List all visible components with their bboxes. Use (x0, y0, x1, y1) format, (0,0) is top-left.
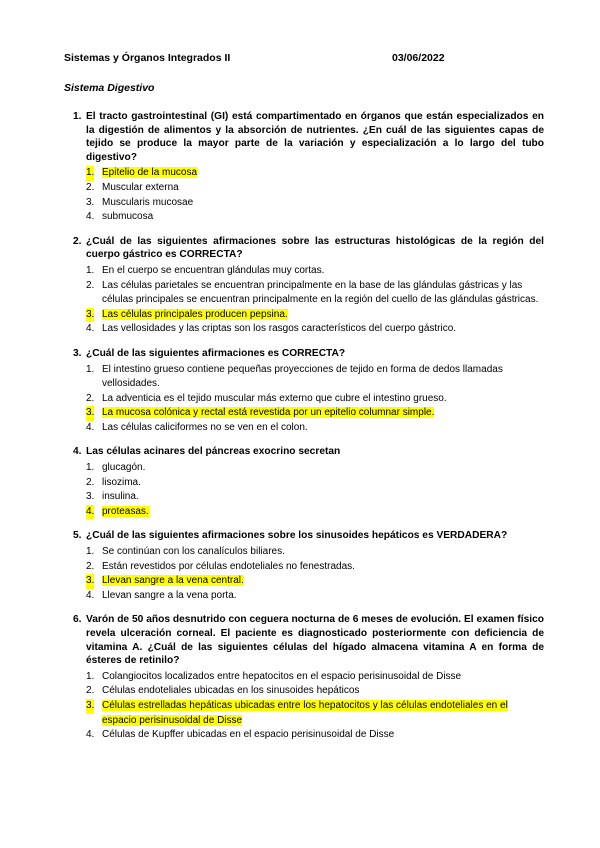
question-number: 4. (73, 446, 82, 458)
option-list (64, 670, 544, 743)
option-list (64, 264, 544, 337)
question-stem (64, 347, 544, 361)
option-text: lisozima. (102, 476, 141, 488)
question-stem (64, 613, 544, 667)
question-5 (64, 529, 544, 603)
question-6 (64, 613, 544, 742)
option-number: 1. (86, 462, 95, 474)
option-4 (64, 421, 544, 436)
section-subtitle: Sistema Digestivo (64, 82, 155, 94)
option-1 (64, 264, 544, 279)
question-text: Varón de 50 años desnutrido con ceguera nocturna de 6 meses de evolución. El examen físico revela ulceración corneal. El paciente es diagnosticado posteriormente con deficiencia de vitamina A. ¿Cuál de las siguientes células del hígado almacena vitamina A en forma de ésteres de retinilo? (86, 614, 544, 667)
option-number: 4. (86, 729, 95, 741)
question-stem (64, 529, 544, 543)
highlighted-answer: Células estrelladas hepáticas ubicadas entre los hepatocitos y las células endoteliales en el espacio perisinusoidal de Disse (102, 699, 508, 726)
option-text: Muscularis mucosae (102, 196, 194, 208)
course-title: Sistemas y Órganos Integrados II (64, 52, 231, 64)
option-text: Células de Kupffer ubicadas en el espacio perisinusoidal de Disse (102, 729, 395, 741)
option-text: Las vellosidades y las criptas son los rasgos característicos del cuerpo gástrico. (102, 323, 457, 335)
option-2 (64, 560, 544, 575)
option-3 (64, 574, 544, 589)
option-number: 2. (86, 181, 95, 193)
question-3 (64, 347, 544, 436)
option-text: glucagón. (102, 462, 146, 474)
option-number: 1. (86, 166, 94, 181)
question-list (64, 110, 544, 753)
option-3 (64, 699, 544, 728)
option-number: 4. (86, 505, 94, 520)
highlighted-answer: Llevan sangre a la vena central. (102, 575, 244, 587)
option-number: 4. (86, 421, 95, 433)
option-4 (64, 728, 544, 743)
option-number: 2. (86, 392, 95, 404)
question-text: ¿Cuál de las siguientes afirmaciones es CORRECTA? (86, 347, 346, 359)
option-1 (64, 670, 544, 685)
option-2 (64, 279, 544, 308)
question-4 (64, 445, 544, 519)
option-number: 4. (86, 211, 95, 223)
option-number: 3. (86, 308, 94, 323)
option-list (64, 461, 544, 519)
option-1 (64, 363, 544, 392)
option-number: 4. (86, 589, 95, 601)
option-text: insulina. (102, 491, 139, 503)
option-number: 3. (86, 574, 94, 589)
option-list (64, 545, 544, 603)
option-number: 2. (86, 279, 95, 291)
highlighted-answer: Epitelio de la mucosa (102, 167, 198, 179)
question-number: 5. (73, 530, 82, 542)
question-number: 3. (73, 347, 82, 359)
question-text: ¿Cuál de las siguientes afirmaciones sobre los sinusoides hepáticos es VERDADERA? (86, 530, 508, 542)
option-number: 3. (86, 491, 95, 503)
document-date: 03/06/2022 (392, 52, 445, 64)
option-number: 1. (86, 670, 95, 682)
question-stem (64, 235, 544, 262)
option-number: 3. (86, 196, 95, 208)
option-1 (64, 166, 544, 181)
option-4 (64, 210, 544, 225)
option-3 (64, 308, 544, 323)
option-text: En el cuerpo se encuentran glándulas muy cortas. (102, 264, 325, 276)
option-4 (64, 505, 544, 520)
option-number: 2. (86, 560, 95, 572)
option-text: La adventicia es el tejido muscular más externo que cubre el intestino grueso. (102, 392, 447, 404)
option-text: Células endoteliales ubicadas en los sinusoides hepáticos (102, 685, 360, 697)
highlighted-answer: Las células principales producen pepsina. (102, 308, 288, 320)
option-4 (64, 589, 544, 604)
option-number: 1. (86, 363, 95, 375)
option-number: 1. (86, 546, 95, 558)
option-text: Se continúan con los canalículos biliares. (102, 546, 285, 558)
option-3 (64, 196, 544, 211)
option-number: 2. (86, 476, 95, 488)
option-text: Las células caliciformes no se ven en el colon. (102, 421, 308, 433)
option-text: Muscular externa (102, 181, 179, 193)
question-number: 2. (73, 235, 82, 247)
option-number: 3. (86, 406, 94, 421)
option-text: submucosa (102, 211, 154, 223)
option-3 (64, 490, 544, 505)
option-number: 2. (86, 685, 95, 697)
option-1 (64, 545, 544, 560)
option-text: Colangiocitos localizados entre hepatocitos en el espacio perisinusoidal de Disse (102, 670, 462, 682)
question-number: 6. (73, 614, 82, 626)
document-header (64, 52, 534, 64)
option-number: 4. (86, 323, 95, 335)
question-text: El tracto gastrointestinal (GI) está compartimentado en órganos que están especializados en la digestión de alimentos y la absorción de nutrientes. ¿En cuál de las siguientes capas de tejido se produce la mayor parte de la variación y especialización a lo largo del tubo digestivo? (86, 111, 544, 163)
option-list (64, 363, 544, 436)
question-number: 1. (73, 111, 82, 122)
question-stem (64, 110, 544, 164)
question-1 (64, 110, 544, 225)
highlighted-answer: La mucosa colónica y rectal está revestida por un epitelio columnar simple. (102, 407, 435, 419)
option-2 (64, 181, 544, 196)
question-text: ¿Cuál de las siguientes afirmaciones sobre las estructuras histológicas de la región del cuerpo gástrico es CORRECTA? (86, 235, 544, 261)
option-number: 1. (86, 264, 95, 276)
option-2 (64, 476, 544, 491)
option-text: El intestino grueso contiene pequeñas proyecciones de tejido en forma de dedos llamadas vellosidades. (102, 363, 503, 390)
option-text: Llevan sangre a la vena porta. (102, 589, 237, 601)
option-1 (64, 461, 544, 476)
option-text: Las células parietales se encuentran principalmente en la base de las glándulas gástricas y las células principales se encuentran principalmente en la región del cuello de las glándulas gástricas. (102, 279, 539, 306)
question-text: Las células acinares del páncreas exocrino secretan (86, 446, 341, 458)
option-text: Están revestidos por células endoteliales no fenestradas. (102, 560, 355, 572)
option-2 (64, 392, 544, 407)
question-stem (64, 445, 544, 459)
option-4 (64, 322, 544, 337)
option-list (64, 166, 544, 224)
option-number: 3. (86, 699, 94, 714)
question-2 (64, 235, 544, 337)
option-3 (64, 406, 544, 421)
highlighted-answer: proteasas. (102, 505, 149, 517)
option-2 (64, 684, 544, 699)
